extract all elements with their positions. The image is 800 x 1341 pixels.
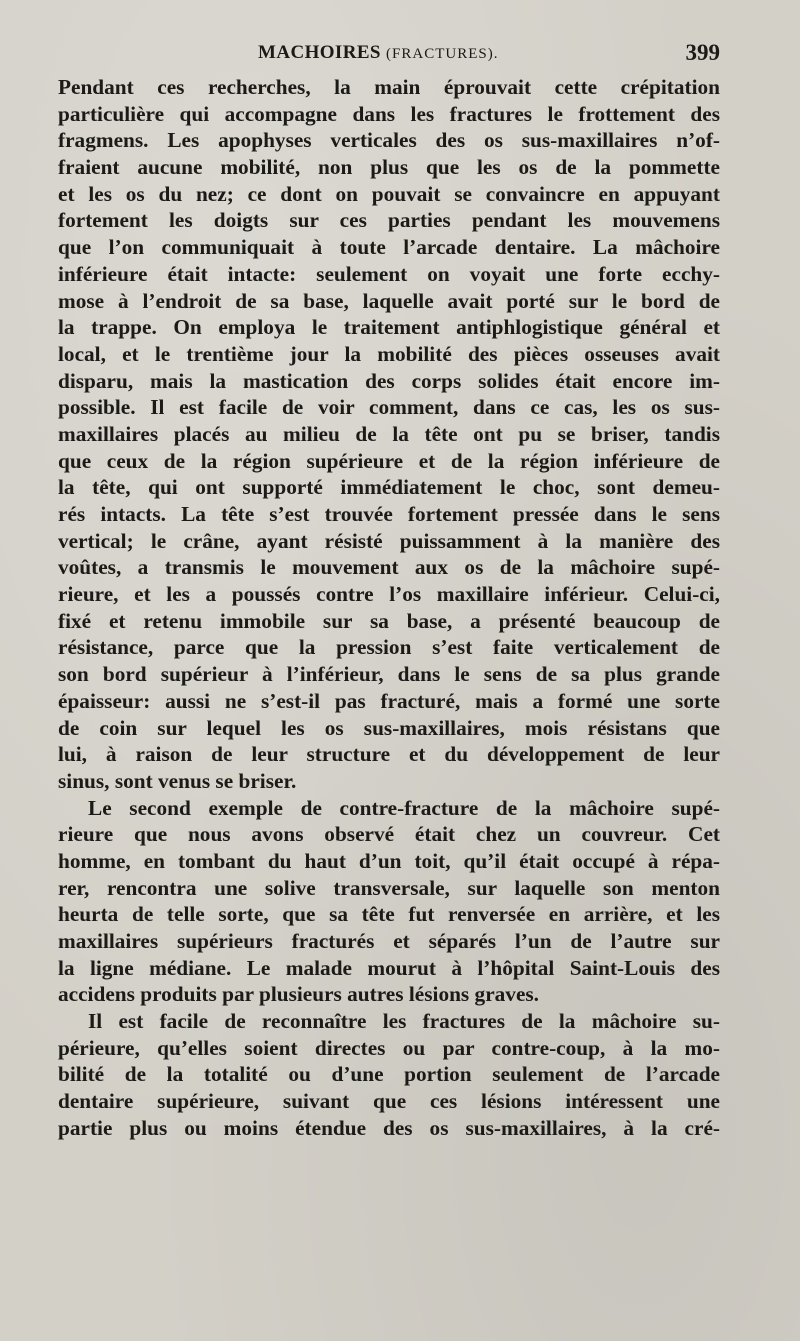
text-line: résistance, parce que la pression s’est faite verticalement de [58,635,720,660]
paragraph-end-line: accidens produits par plusieurs autres lésions graves. [58,982,540,1007]
text-line: rieure que nous avons observé était chez un couvreur. Cet [58,822,720,847]
text-line: inférieure était intacte: seulement on voyait une forte ecchy- [58,261,720,286]
text-line: local, et le trentième jour la mobilité des pièces osseuses avait [58,341,720,366]
text-line: son bord supérieur à l’inférieur, dans le sens de sa plus grande [58,662,720,687]
text-line: bilité de la totalité ou d’une portion seulement de l’arcade [58,1062,720,1087]
text-line: la tête, qui ont supporté immédiatement le choc, sont demeu- [58,475,720,500]
page-number: 399 [685,40,720,65]
text-line: dentaire supérieure, suivant que ces lésions intéressent une [58,1089,720,1114]
text-line: fortement les doigts sur ces parties pendant les mouvemens [58,208,720,233]
text-line: épaisseur: aussi ne s’est-il pas fracturé, mais a formé une sorte [58,688,720,713]
text-line: disparu, mais la mastication des corps solides était encore im- [58,368,720,393]
text-line: la trappe. On employa le traitement antiphlogistique général et [58,315,720,340]
text-line: fixé et retenu immobile sur sa base, a présenté beaucoup de [58,608,720,633]
text-line: que l’on communiquait à toute l’arcade dentaire. La mâchoire [58,235,720,260]
text-line: lui, à raison de leur structure et du développement de leur [58,742,720,767]
text-line: particulière qui accompagne dans les fractures le frottement des [58,101,720,126]
paragraph-start-line: Il est facile de reconnaître les fractures de la mâchoire su- [88,1009,720,1034]
text-line: la ligne médiane. Le malade mourut à l’hôpital Saint-Louis des [58,955,720,980]
text-line: homme, en tombant du haut d’un toit, qu’il était occupé à répa- [58,848,720,873]
paragraph-end-line: sinus, sont venus se briser. [58,768,297,793]
running-head [258,42,498,64]
running-title: MACHOIRES [258,42,381,63]
text-line: possible. Il est facile de voir comment, dans ce cas, les os sus- [58,395,720,420]
text-line: rieure, et les a poussés contre l’os maxillaire inférieur. Celui-ci, [58,582,720,607]
page-header [58,42,720,72]
text-line: vertical; le crâne, ayant résisté puissamment à la manière des [58,528,720,553]
text-line: et les os du nez; ce dont on pouvait se convaincre en appuyant [58,181,720,206]
body-text [58,74,720,1142]
text-line: partie plus ou moins étendue des os sus-maxillaires, à la cré- [58,1115,720,1140]
text-line: voûtes, a transmis le mouvement aux os de la mâchoire supé- [58,555,720,580]
text-line: mose à l’endroit de sa base, laquelle avait porté sur le bord de [58,288,720,313]
text-line: Pendant ces recherches, la main éprouvait cette crépitation [58,75,720,99]
text-line: maxillaires supérieurs fracturés et séparés l’un de l’autre sur [58,929,720,953]
text-line: fragmens. Les apophyses verticales des os sus-maxillaires n’of- [58,128,720,153]
text-line: périeure, qu’elles soient directes ou par contre-coup, à la mo- [58,1035,720,1060]
text-line: de coin sur lequel les os sus-maxillaires, mois résistans que [58,715,720,740]
running-subtitle: (FRACTURES). [386,46,499,62]
text-line: que ceux de la région supérieure et de la région inférieure de [58,448,720,473]
text-line: maxillaires placés au milieu de la tête ont pu se briser, tandis [58,421,720,446]
text-line: rés intacts. La tête s’est trouvée fortement pressée dans le sens [58,502,720,526]
text-line: fraient aucune mobilité, non plus que les os de la pommette [58,155,720,180]
text-line: heurta de telle sorte, que sa tête fut renversée en arrière, et les [58,902,720,927]
paragraph-start-line: Le second exemple de contre-fracture de la mâchoire supé- [88,795,720,820]
text-line: rer, rencontra une solive transversale, sur laquelle son menton [58,875,720,900]
